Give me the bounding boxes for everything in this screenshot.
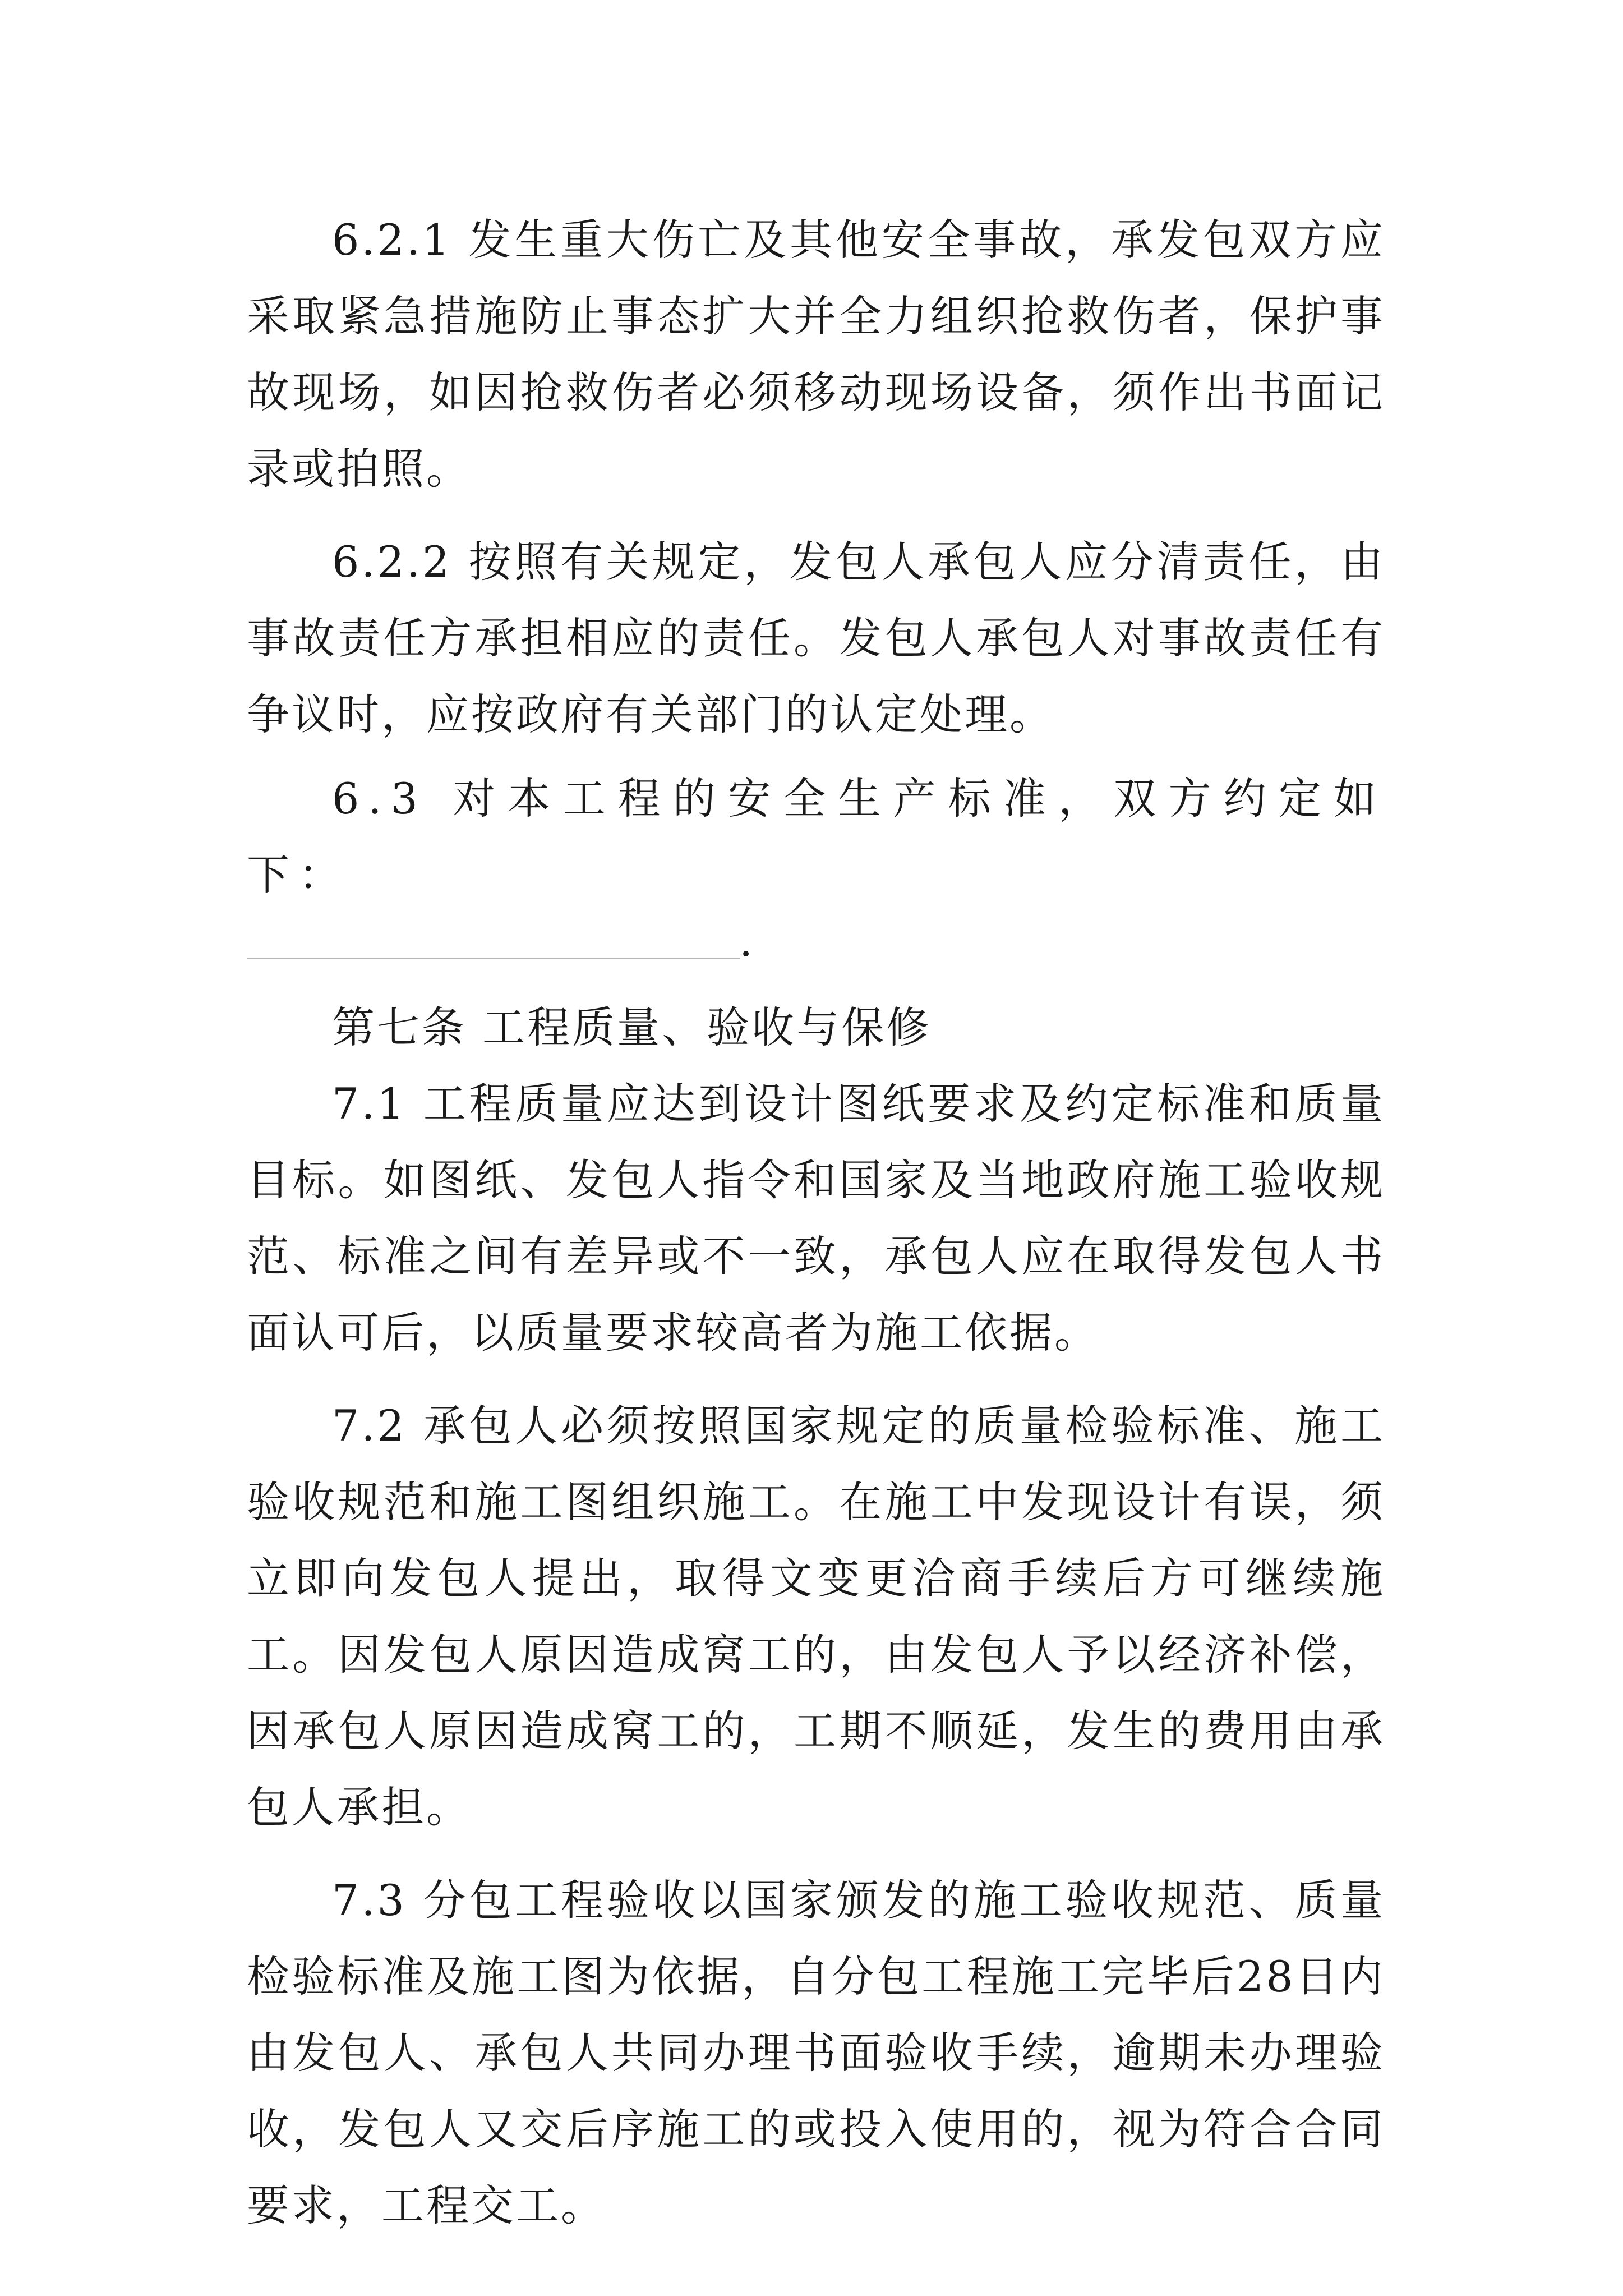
article-7-heading: 第七条 工程质量、验收与保修 bbox=[332, 1002, 932, 1052]
paragraph-7-3: 7.3 分包工程验收以国家颁发的施工验收规范、质量检验标准及施工图为依据，自分包工程施工完毕后28日内由发包人、承包人共同办理书面验收手续，逾期未办理验收，发包人又交后序施工的或投入使用的，视为符合合同要求，工程交工。 bbox=[247, 1875, 1385, 2230]
blank-underline bbox=[247, 958, 740, 959]
paragraph-6-2-2: 6.2.2 按照有关规定，发包人承包人应分清责任，由事故责任方承担相应的责任。发包人承包人对事故责任有争议时，应按政府有关部门的认定处理。 bbox=[247, 537, 1385, 739]
blank-end-period: . bbox=[739, 916, 753, 966]
paragraph-7-2: 7.2 承包人必须按照国家规定的质量检验标准、施工验收规范和施工图组织施工。在施工中发现设计有误，须立即向发包人提出，取得文变更洽商手续后方可继续施工。因发包人原因造成窝工的，由发包人予以经济补偿，因承包人原因造成窝工的，工期不顺延，发生的费用由承包人承担。 bbox=[247, 1401, 1385, 1832]
document-body bbox=[247, 202, 1385, 2244]
paragraph-6-2-1: 6.2.1 发生重大伤亡及其他安全事故，承发包双方应采取紧急措施防止事态扩大并全力组织抢救伤者，保护事故现场，如因抢救伤者必须移动现场设备，须作出书面记录或拍照。 bbox=[247, 215, 1385, 494]
paragraph-6-3: 6.3 对本工程的安全生产标准，双方约定如下： bbox=[247, 774, 1385, 900]
fill-in-blank bbox=[247, 913, 1385, 990]
paragraph-7-1: 7.1 工程质量应达到设计图纸要求及约定标准和质量目标。如图纸、发包人指令和国家及当地政府施工验收规范、标准之间有差异或不一致，承包人应在取得发包人书面认可后，以质量要求较高者为施工依据。 bbox=[247, 1079, 1385, 1358]
